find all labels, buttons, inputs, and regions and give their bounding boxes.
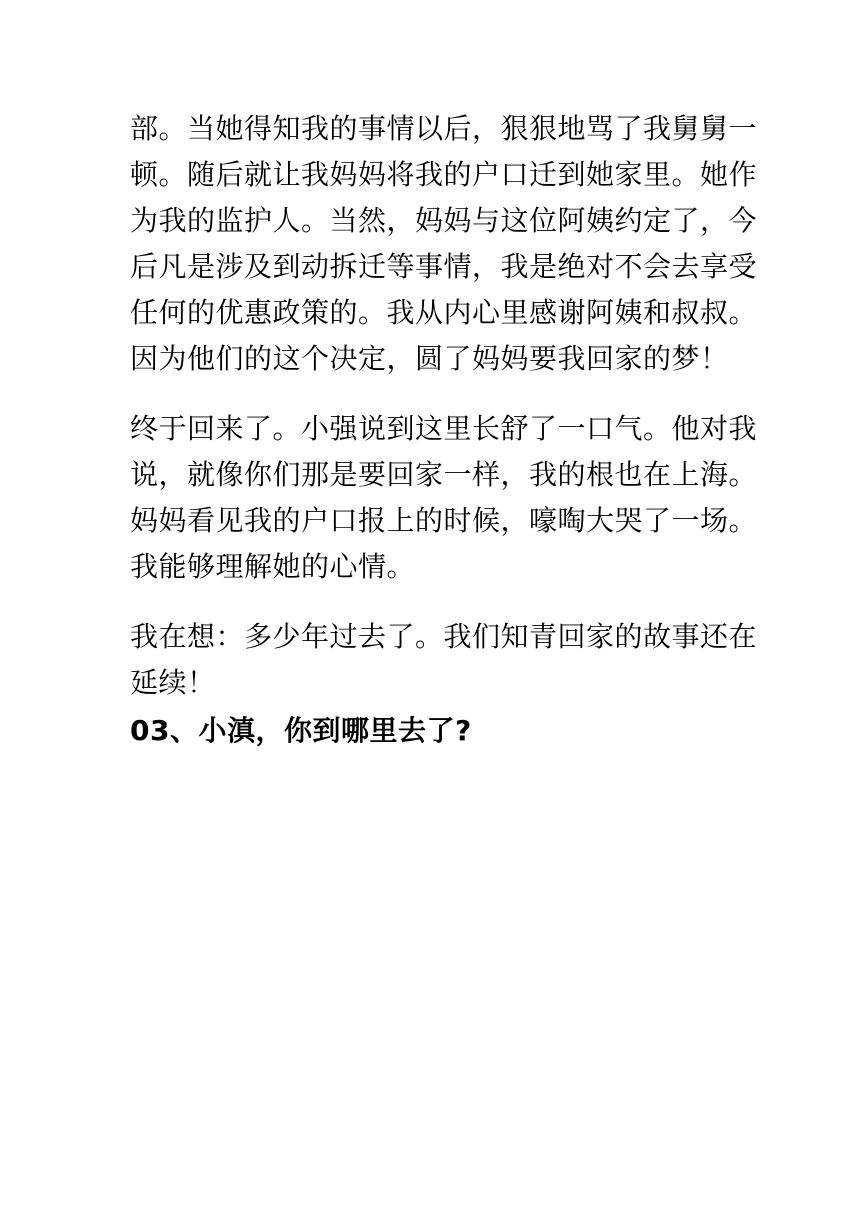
text-line: 说，就像你们那是要回家一样，我的根也在上海。 (130, 458, 758, 491)
paragraph-spacing (130, 382, 740, 406)
paragraph-1 (130, 106, 758, 382)
document-body (130, 106, 758, 754)
text-line: 因为他们的这个决定，圆了妈妈要我回家的梦！ (130, 342, 729, 375)
paragraph-2 (130, 406, 758, 590)
text-line: 延续！ (130, 666, 216, 699)
text-line: 终于回来了。小强说到这里长舒了一口气。他对我 (130, 412, 758, 445)
text-line: 顿。随后就让我妈妈将我的户口迁到她家里。她作 (130, 158, 758, 191)
text-line: 妈妈看见我的户口报上的时候，嚎啕大哭了一场。 (130, 504, 758, 537)
text-line: 我能够理解她的心情。 (130, 550, 416, 583)
text-line: 为我的监护人。当然，妈妈与这位阿姨约定了，今 (130, 204, 758, 237)
text-line: 后凡是涉及到动拆迁等事情，我是绝对不会去享受 (130, 250, 758, 283)
section-heading: 03、小滇，你到哪里去了? (130, 714, 472, 747)
text-line: 任何的优惠政策的。我从内心里感谢阿姨和叔叔。 (130, 296, 758, 329)
text-line: 我在想：多少年过去了。我们知青回家的故事还在 (130, 620, 758, 653)
text-line: 部。当她得知我的事情以后，狠狠地骂了我舅舅一 (130, 112, 758, 145)
paragraph-spacing (130, 590, 740, 614)
paragraph-3 (130, 614, 758, 706)
